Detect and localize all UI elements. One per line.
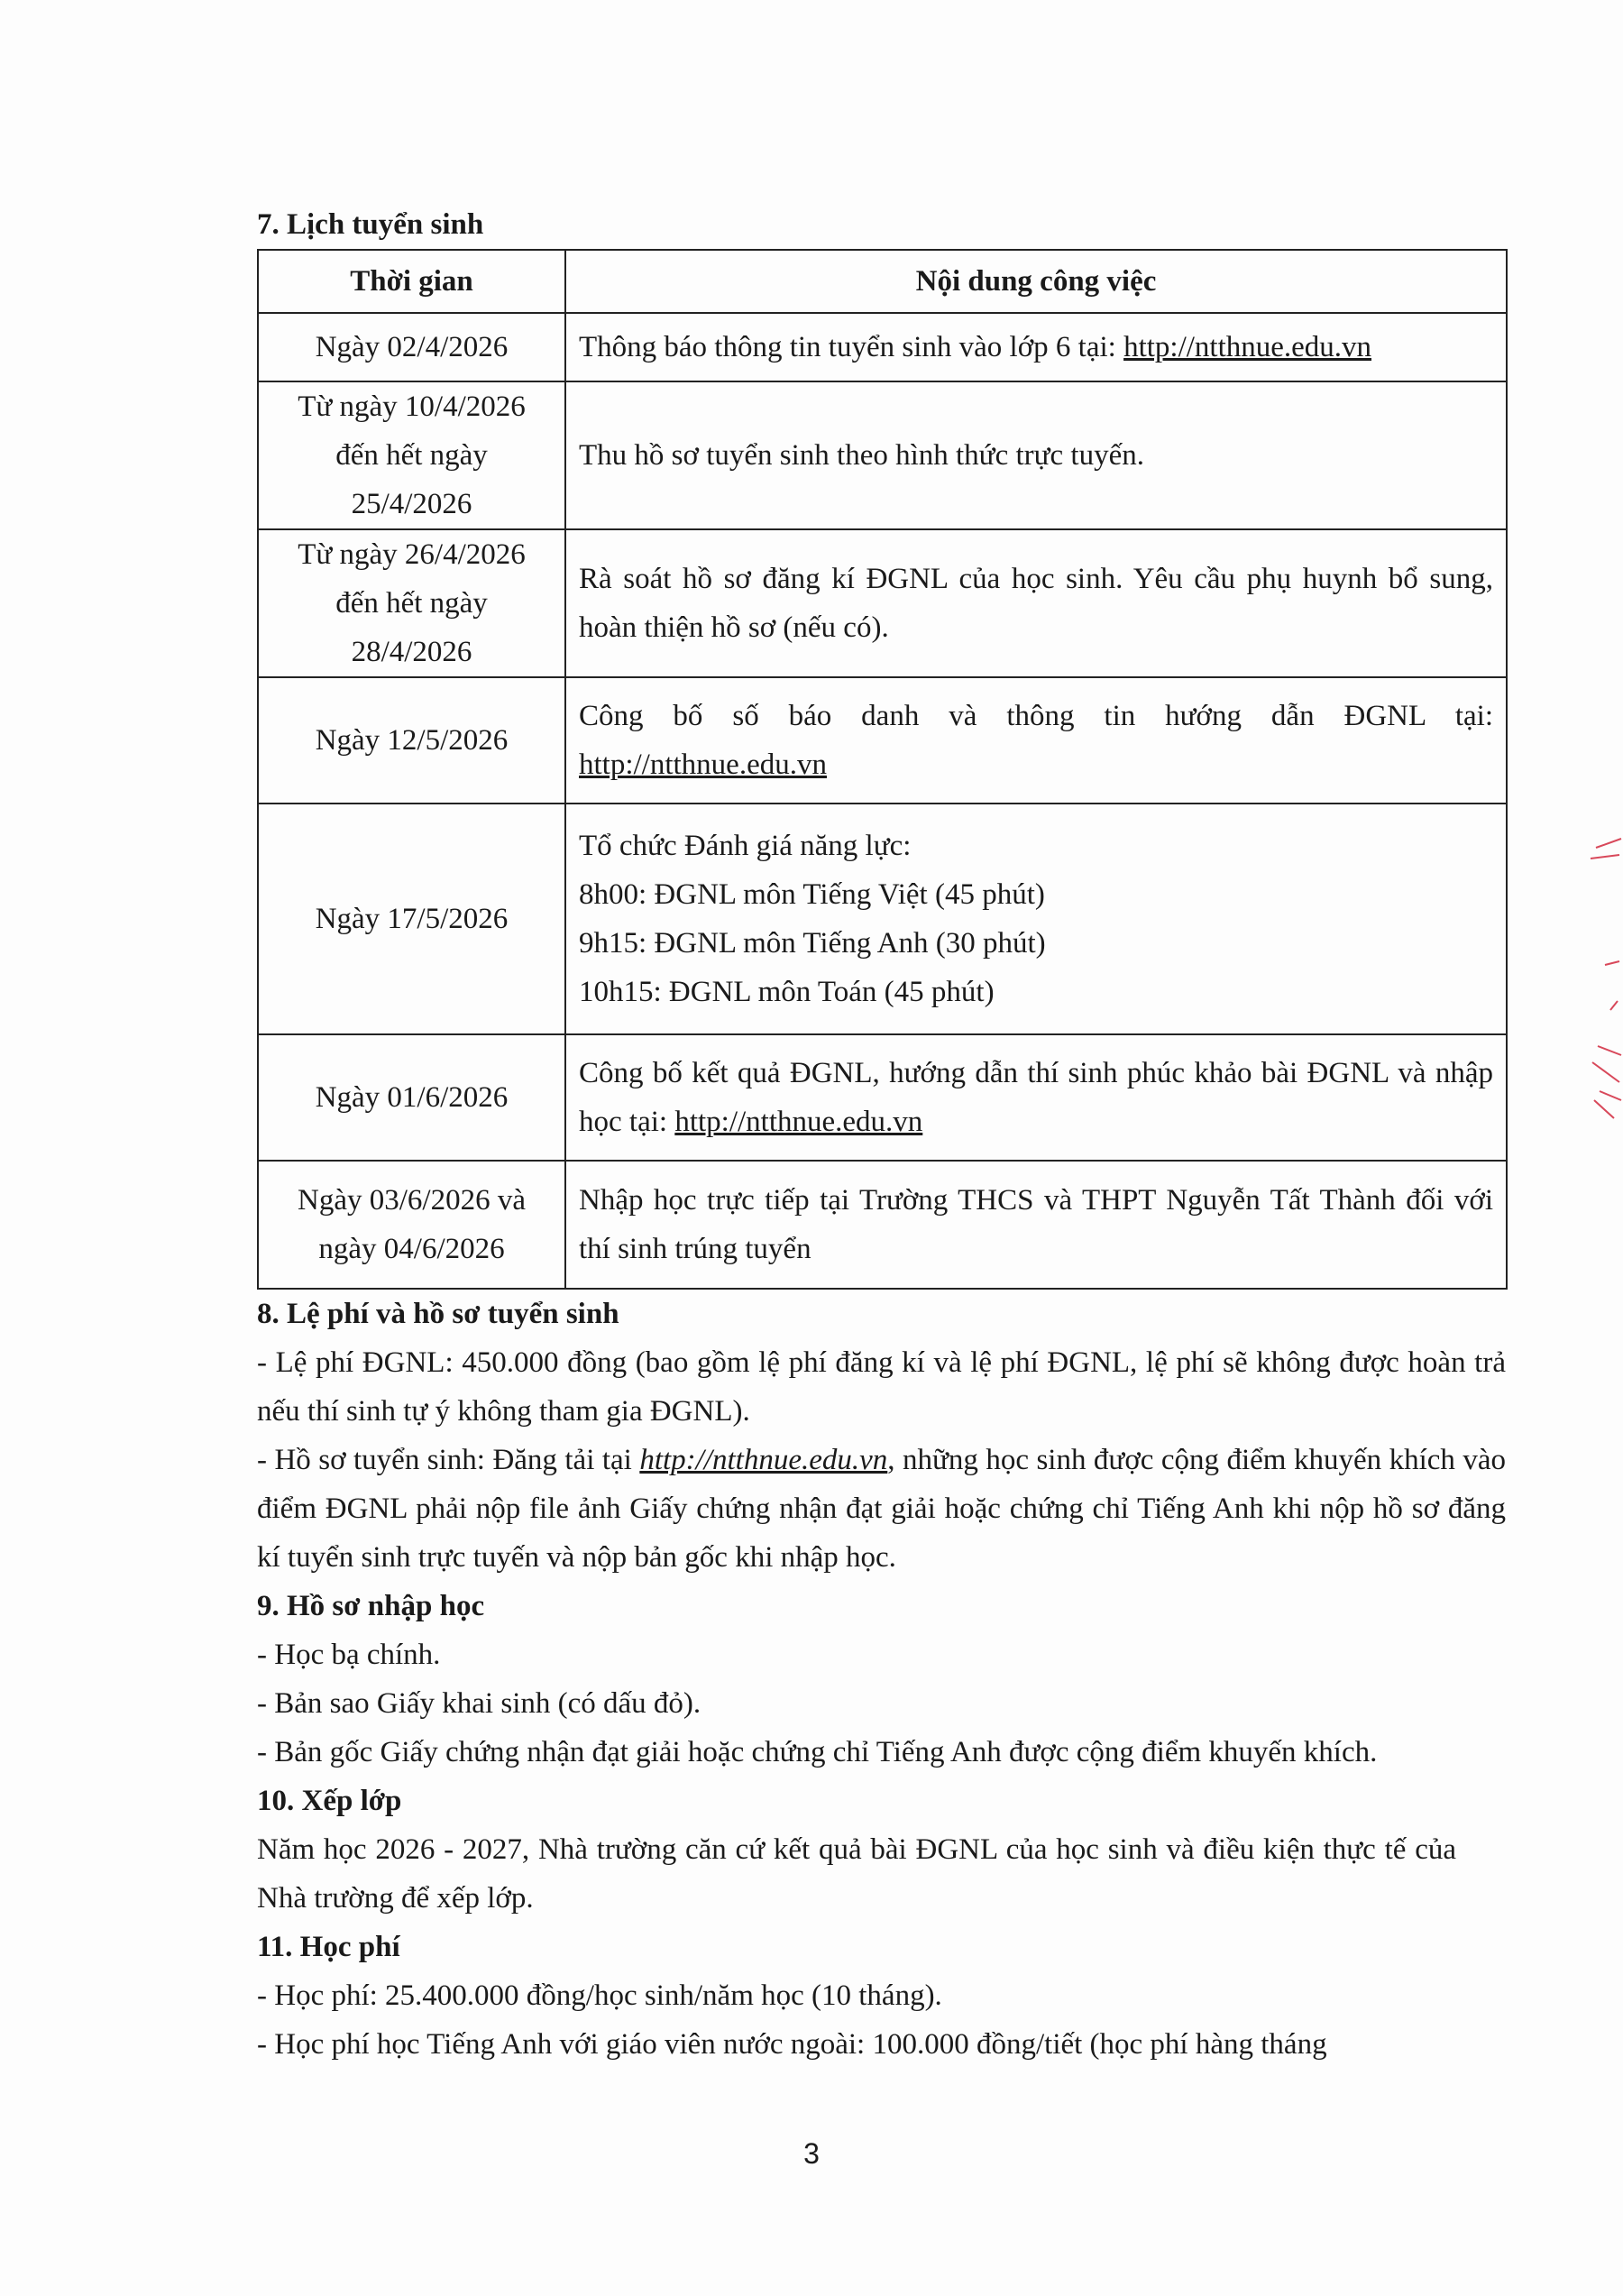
task-text: Công bố số báo danh và thông tin hướng dẫn ĐGNL tại: [579,700,1493,732]
time-text: Ngày 12/5/2026 [315,724,509,757]
section-9-heading: 9. Hồ sơ nhập học [257,1590,485,1622]
time-text: ngày 04/6/2026 [318,1233,505,1265]
fee-paragraph: - Lệ phí ĐGNL: 450.000 đồng (bao gồm lệ phí đăng kí và lệ phí ĐGNL, lệ phí sẽ không được hoàn trả nếu thí sinh tự ý không tham gia ĐGNL). [257,1346,1506,1428]
list-item: - Bản sao Giấy khai sinh (có dấu đỏ). [257,1687,701,1720]
time-text: Ngày 02/4/2026 [315,331,509,363]
time-text: đến hết ngày [335,439,488,472]
time-text: Từ ngày 26/4/2026 [298,538,526,571]
task-text: Công bố kết quả ĐGNL, hướng dẫn thí sinh phúc khảo bài ĐGNL và nhập học tại: [579,1057,1493,1138]
time-text: 25/4/2026 [351,488,472,520]
section-7-heading: 7. Lịch tuyển sinh [257,208,484,241]
list-item: - Học phí học Tiếng Anh với giáo viên nước ngoài: 100.000 đồng/tiết (học phí hàng tháng [257,2028,1327,2061]
time-text: Từ ngày 10/4/2026 [298,390,526,423]
task-cell [565,677,1507,804]
section-11-heading: 11. Học phí [257,1931,400,1963]
task-text: Thông báo thông tin tuyển sinh vào lớp 6 tại: [579,331,1124,363]
table-row [258,677,1507,804]
task-text: Thu hồ sơ tuyển sinh theo hình thức trực tuyến. [579,439,1144,472]
task-text: 8h00: ĐGNL môn Tiếng Việt (45 phút) [579,878,1045,911]
task-cell [565,804,1507,1034]
time-text: Ngày 17/5/2026 [315,903,509,935]
time-cell [258,529,565,677]
header-task: Nội dung công việc [565,250,1507,313]
section-10-heading: 10. Xếp lớp [257,1785,402,1817]
task-text: Tổ chức Đánh giá năng lực: [579,830,912,862]
task-cell [565,529,1507,677]
header-time: Thời gian [258,250,565,313]
table-row [258,1034,1507,1161]
list-item: - Bản gốc Giấy chứng nhận đạt giải hoặc chứng chỉ Tiếng Anh được cộng điểm khuyến khích. [257,1736,1378,1768]
table-row [258,1161,1507,1289]
time-text: Ngày 03/6/2026 và [298,1184,526,1217]
task-text: Nhập học trực tiếp tại Trường THCS và THPT Nguyễn Tất Thành đối với thí sinh trúng tuyển [579,1184,1493,1265]
page-content [257,200,1506,2069]
page-number: 3 [803,2137,820,2170]
website-link[interactable]: http://ntthnue.edu.vn [579,748,827,781]
website-link[interactable]: http://ntthnue.edu.vn [639,1444,888,1476]
time-text: đến hết ngày [335,587,488,620]
task-cell [565,313,1507,381]
time-cell [258,1161,565,1289]
application-paragraph [257,1436,1506,1582]
red-stamp-edge [1587,830,1623,1127]
task-text: 9h15: ĐGNL môn Tiếng Anh (30 phút) [579,927,1046,960]
table-header-row [258,250,1507,313]
table-row [258,313,1507,381]
task-cell [565,1034,1507,1161]
class-assignment-paragraph: Năm học 2026 - 2027, Nhà trường căn cứ kết quả bài ĐGNL của học sinh và điều kiện thực tế của Nhà trường để xếp lớp. [257,1833,1456,1915]
application-text: , những học sinh được cộng điểm khuyến khích vào điểm ĐGNL phải nộp file ảnh Giấy chứng nhận đạt giải hoặc chứng chỉ Tiếng Anh khi nộp hồ sơ đăng kí tuyển sinh trực tuyến và nộp bản gốc khi nhập học. [257,1444,1506,1574]
task-cell [565,381,1507,529]
time-text: 28/4/2026 [351,636,472,668]
task-text: Rà soát hồ sơ đăng kí ĐGNL của học sinh. Yêu cầu phụ huynh bổ sung, hoàn thiện hồ sơ (nếu có). [579,563,1493,644]
website-link[interactable]: http://ntthnue.edu.vn [674,1106,923,1138]
time-text: Ngày 01/6/2026 [315,1081,509,1114]
task-cell [565,1161,1507,1289]
section-8-heading: 8. Lệ phí và hồ sơ tuyển sinh [257,1298,619,1330]
application-text: - Hồ sơ tuyển sinh: Đăng tải tại [257,1444,640,1476]
list-item: - Học phí: 25.400.000 đồng/học sinh/năm học (10 tháng). [257,1979,942,2012]
table-row [258,529,1507,677]
admission-schedule-table [257,249,1508,1290]
time-cell [258,381,565,529]
website-link[interactable]: http://ntthnue.edu.vn [1123,331,1372,363]
time-cell [258,804,565,1034]
time-cell [258,313,565,381]
time-cell [258,1034,565,1161]
table-row [258,381,1507,529]
time-cell [258,677,565,804]
table-row [258,804,1507,1034]
task-text: 10h15: ĐGNL môn Toán (45 phút) [579,976,995,1008]
list-item: - Học bạ chính. [257,1639,441,1671]
